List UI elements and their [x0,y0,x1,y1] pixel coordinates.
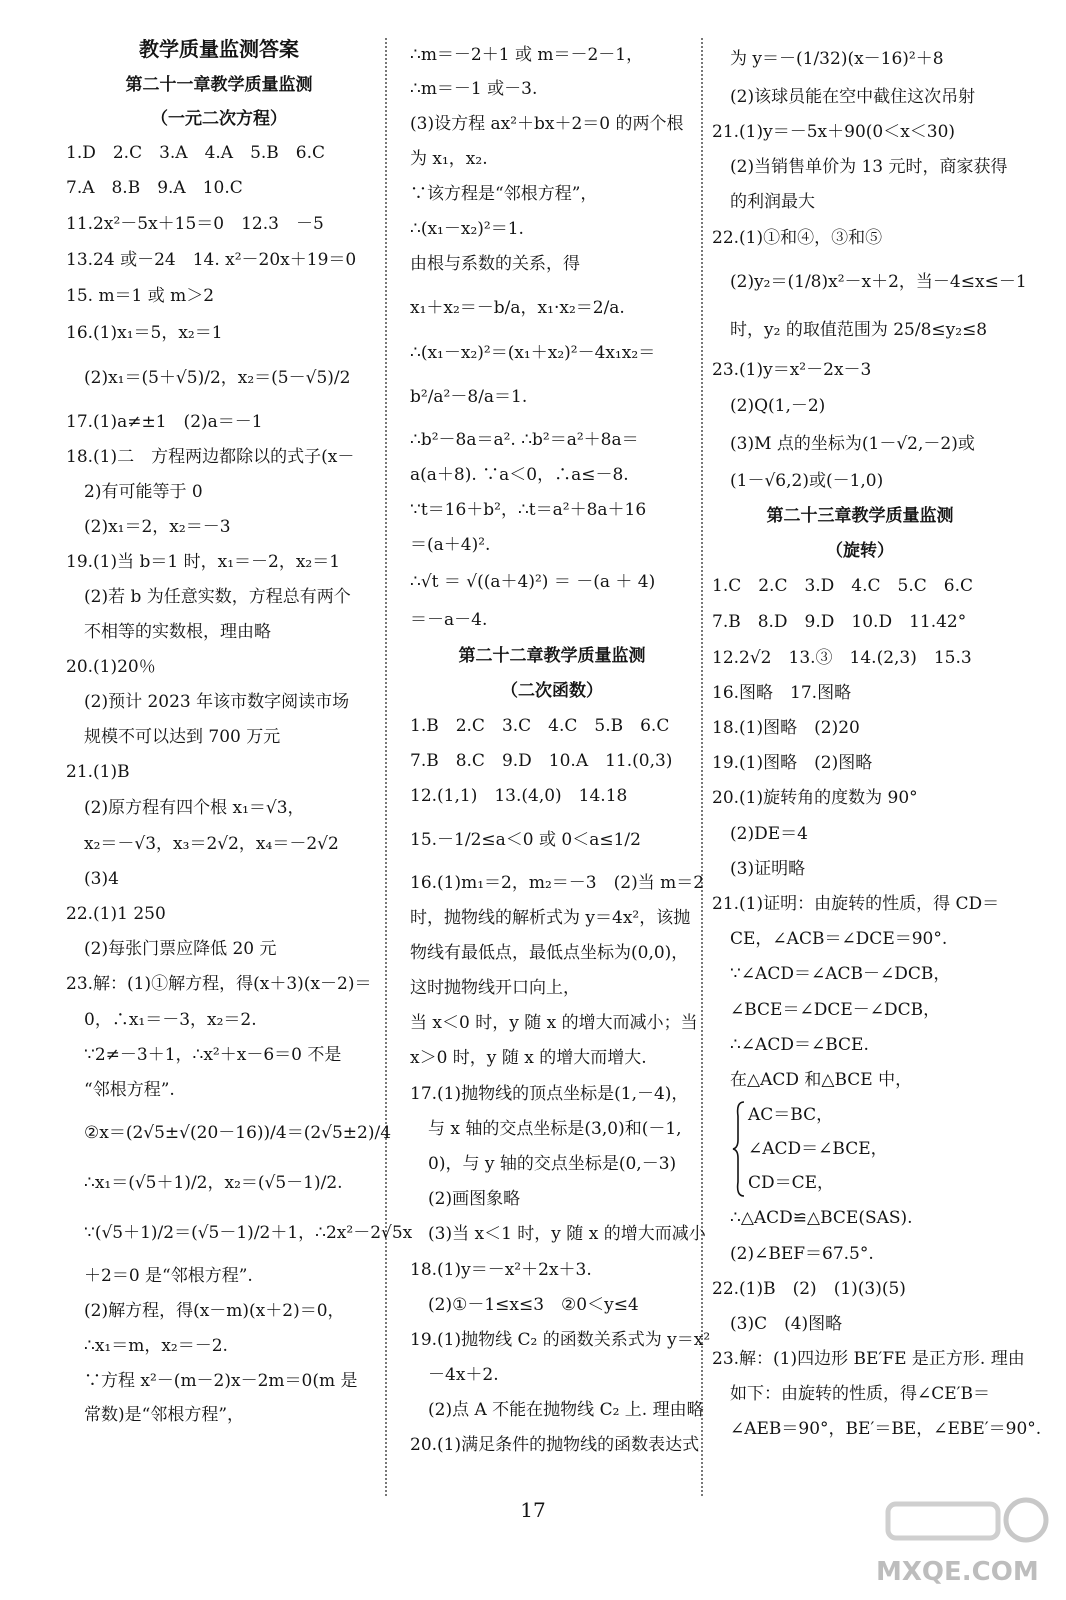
answer-line: 当 x＜0 时，y 随 x 的增大而减小；当 [410,1013,698,1033]
answer-line: 22.(1)1 250 [66,904,166,924]
answer-line: (2)该球员能在空中截住这次吊射 [730,87,976,107]
answer-line: ∵∠ACD＝∠ACB－∠DCB， [730,964,951,984]
answer-line: 19.(1)抛物线 C₂ 的函数关系式为 y＝x² [410,1330,711,1350]
answer-line: (2)原方程有四个根 x₁＝√3， [84,798,305,818]
answer-line: (2)x₁＝2，x₂＝－3 [84,517,231,537]
answer-line: 20.(1)旋转角的度数为 90° [712,788,918,808]
answer-line: (1－√6,2)或(－1,0) [730,471,884,491]
answer-line: 12.2√2 13.③ 14.(2,3) 15.3 [712,648,972,668]
answer-line: (2)y₂＝(1/8)x²－x＋2，当－4≤x≤－1 [730,272,1027,292]
answer-line: (2)Q(1,－2) [730,396,826,416]
answer-line: ∴△ACD≌△BCE(SAS). [730,1208,913,1228]
answer-line: 21.(1)证明：由旋转的性质，得 CD＝ [712,894,1000,914]
answer-line: 为 y＝－(1/32)(x－16)²＋8 [730,49,944,69]
answer-line: 18.(1)二 方程两边都除以的式子(x－ [66,447,355,467]
condition-line: AC＝BC， [748,1105,834,1125]
answer-line: 15.－1/2≤a＜0 或 0＜a≤1/2 [410,830,641,850]
answer-line: (2)每张门票应降低 20 元 [84,939,277,959]
chapter22-subtitle: （二次函数） [501,681,603,701]
answer-line: 1.D 2.C 3.A 4.A 5.B 6.C [66,143,326,163]
answer-line: x₁＋x₂＝－b/a，x₁·x₂＝2/a. [410,298,625,318]
answer-line: 18.(1)y＝－x²＋2x＋3. [410,1260,592,1280]
answer-line: ∵方程 x²－(m－2)x－2m＝0(m 是 [84,1371,358,1391]
answer-line: ∵该方程是“邻根方程”， [410,184,598,204]
brace-icon [732,1100,746,1198]
answer-line: x＞0 时，y 随 x 的增大而增大. [410,1048,647,1068]
answer-line: 物线有最低点，最低点坐标为(0,0)， [410,943,689,963]
answer-line: 由根与系数的关系，得 [410,254,580,274]
answer-line: x₂＝－√3，x₃＝2√2，x₄＝－2√2 [84,834,339,854]
answer-line: 1.B 2.C 3.C 4.C 5.B 6.C [410,716,670,736]
answer-line: 7.B 8.D 9.D 10.D 11.42° [712,612,967,632]
answer-line: ∴(x₁－x₂)²＝(x₁＋x₂)²－4x₁x₂＝ [410,343,656,363]
answer-line: 不相等的实数根，理由略 [84,622,271,642]
answer-line: (2)解方程，得(x－m)(x＋2)＝0， [84,1301,345,1321]
answer-line: b²/a²－8/a＝1. [410,387,528,407]
answer-line: 19.(1)当 b＝1 时，x₁＝－2，x₂＝1 [66,552,341,572]
answer-line: 17.(1)a≠±1 (2)a＝－1 [66,412,263,432]
answer-line: 19.(1)图略 (2)图略 [712,753,873,773]
answer-line: (2)当销售单价为 13 元时，商家获得 [730,157,1008,177]
answer-line: 与 x 轴的交点坐标是(3,0)和(－1, [428,1119,682,1139]
chapter21-subtitle: （一元二次方程） [151,109,287,129]
column-2 [410,38,711,1462]
chapter21-title: 第二十一章教学质量监测 [125,75,313,95]
column-3 [712,38,1042,1446]
answer-line: 的利润最大 [730,192,815,212]
chapter23-title: 第二十三章教学质量监测 [766,506,954,526]
answer-line: ＝－a－4. [410,610,488,630]
answer-line: ∴x₁＝(√5＋1)/2，x₂＝(√5－1)/2. [84,1173,343,1193]
answer-line: 如下：由旋转的性质，得∠CE′B＝ [730,1384,991,1404]
answer-line: ∵2≠－3＋1，∴x²＋x－6＝0 不是 [84,1045,342,1065]
answer-line: ②x＝(2√5±√(20－16))/4＝(2√5±2)/4 [84,1123,392,1143]
answer-line: ＋2＝0 是“邻根方程”. [84,1266,253,1286]
answer-line: 13.24 或－24 14. x²－20x＋19＝0 [66,250,357,270]
answer-line: ∴x₁＝m，x₂＝－2. [84,1336,228,1356]
answer-line: 时，y₂ 的取值范围为 25/8≤y₂≤8 [730,320,988,340]
answer-line: 20.(1)20％ [66,657,156,677]
chapter22-title: 第二十二章教学质量监测 [458,646,646,666]
main-title: 教学质量监测答案 [139,37,299,61]
chapter23-subtitle: （旋转） [826,541,894,561]
answer-line: (2)DE＝4 [730,824,808,844]
answer-line: －4x＋2. [428,1365,499,1385]
answer-line: ∠BCE＝∠DCE－∠DCB， [730,1000,941,1020]
answer-line: CE，∠ACB＝∠DCE＝90°. [730,929,948,949]
answer-line: 21.(1)B [66,762,130,782]
answer-line: 16.图略 17.图略 [712,683,852,703]
answer-line: 23.解：(1)四边形 BE′FE 是正方形. 理由 [712,1349,1025,1369]
answer-line: 16.(1)x₁＝5，x₂＝1 [66,323,223,343]
page-number: 17 [520,1498,546,1522]
answer-line: 18.(1)图略 (2)20 [712,718,860,738]
column-divider-right [701,38,703,1496]
answer-line: 1.C 2.C 3.D 4.C 5.C 6.C [712,576,973,596]
answer-line: 时，抛物线的解析式为 y＝4x²，该抛 [410,908,691,928]
answer-line: ∴m＝－1 或－3. [410,79,538,99]
answer-line: 20.(1)满足条件的抛物线的函数表达式 [410,1435,700,1455]
congruence-conditions [712,1098,1008,1200]
answer-line: (2)若 b 为任意实数，方程总有两个 [84,587,351,607]
answer-line: “邻根方程”. [84,1080,175,1100]
answer-line: 在△ACD 和△BCE 中， [730,1070,913,1090]
answer-line: 为 x₁，x₂. [410,149,488,169]
answer-line: ∵(√5＋1)/2＝(√5－1)/2＋1，∴2x²－2√5x [84,1223,413,1243]
answer-line: (3)C (4)图略 [730,1314,843,1334]
answer-line: (2)①－1≤x≤3 ②0＜y≤4 [428,1295,639,1315]
answer-line: ∴b²－8a＝a². ∴b²＝a²＋8a＝ [410,430,639,450]
answer-line: 7.A 8.B 9.A 10.C [66,178,243,198]
answer-line: 0，∴x₁＝－3，x₂＝2. [84,1010,257,1030]
answer-line: ∴(x₁－x₂)²＝1. [410,219,524,239]
column-divider-left [385,38,387,1496]
answer-line: ∠AEB＝90°，BE′＝BE，∠EBE′＝90°. [730,1419,1042,1439]
watermark-text: MXQE.COM [876,1557,1039,1587]
answer-line: 15. m＝1 或 m＞2 [66,286,215,306]
answer-line: 21.(1)y＝－5x＋90(0＜x＜30) [712,122,956,142]
answer-line: (3)当 x＜1 时，y 随 x 的增大而减小 [428,1224,706,1244]
answer-line: 这时抛物线开口向上， [410,978,580,998]
answer-line: 12.(1,1) 13.(4,0) 14.18 [410,786,628,806]
answer-line: a(a＋8). ∵a＜0，∴a≤－8. [410,465,629,485]
answer-line: (3)证明略 [730,859,806,879]
answer-line: (2)x₁＝(5＋√5)/2，x₂＝(5－√5)/2 [84,368,351,388]
answer-line: 7.B 8.C 9.D 10.A 11.(0,3) [410,751,673,771]
answer-line: (3)4 [84,869,119,889]
site-watermark-logo [866,1490,1056,1590]
answer-line: ＝(a＋4)². [410,535,491,555]
answer-line: 22.(1)①和④，③和⑤ [712,228,883,248]
answer-line: ∴m＝－2＋1 或 m＝－2－1， [410,45,644,65]
column-1 [66,37,413,1432]
answer-line: ∴√t ＝ √((a＋4)²) ＝ －(a ＋ 4) [410,572,656,592]
answer-line: (3)设方程 ax²＋bx＋2＝0 的两个根 [410,114,684,134]
answer-line: 23.解：(1)①解方程，得(x＋3)(x－2)＝ [66,974,372,994]
condition-line: ∠ACD＝∠BCE， [748,1139,888,1159]
answer-line: 22.(1)B (2) (1)(3)(5) [712,1279,906,1299]
answer-line: (2)预计 2023 年该市数字阅读市场 [84,692,350,712]
answer-line: 常数)是“邻根方程”， [84,1405,245,1425]
answer-line: (2)∠BEF＝67.5°. [730,1244,874,1264]
answer-line: ∵t＝16＋b²，∴t＝a²＋8a＋16 [410,500,647,520]
answer-line: 17.(1)抛物线的顶点坐标是(1,－4)， [410,1084,689,1104]
answer-line: (3)M 点的坐标为(1－√2,－2)或 [730,434,975,454]
condition-line: CD＝CE， [748,1173,835,1193]
answer-line: 23.(1)y＝x²－2x－3 [712,360,872,380]
answer-line: 2)有可能等于 0 [84,482,203,502]
answer-line: (2)点 A 不能在抛物线 C₂ 上. 理由略 [428,1400,704,1420]
answer-line: ∴∠ACD＝∠BCE. [730,1035,869,1055]
answer-line: (2)画图象略 [428,1189,521,1209]
answer-line: 16.(1)m₁＝2，m₂＝－3 (2)当 m＝2 [410,873,705,893]
answer-line: 11.2x²－5x＋15＝0 12.3 －5 [66,214,324,234]
answer-line: 0)，与 y 轴的交点坐标是(0,－3) [428,1154,677,1174]
answer-line: 规模不可以达到 700 万元 [84,727,281,747]
